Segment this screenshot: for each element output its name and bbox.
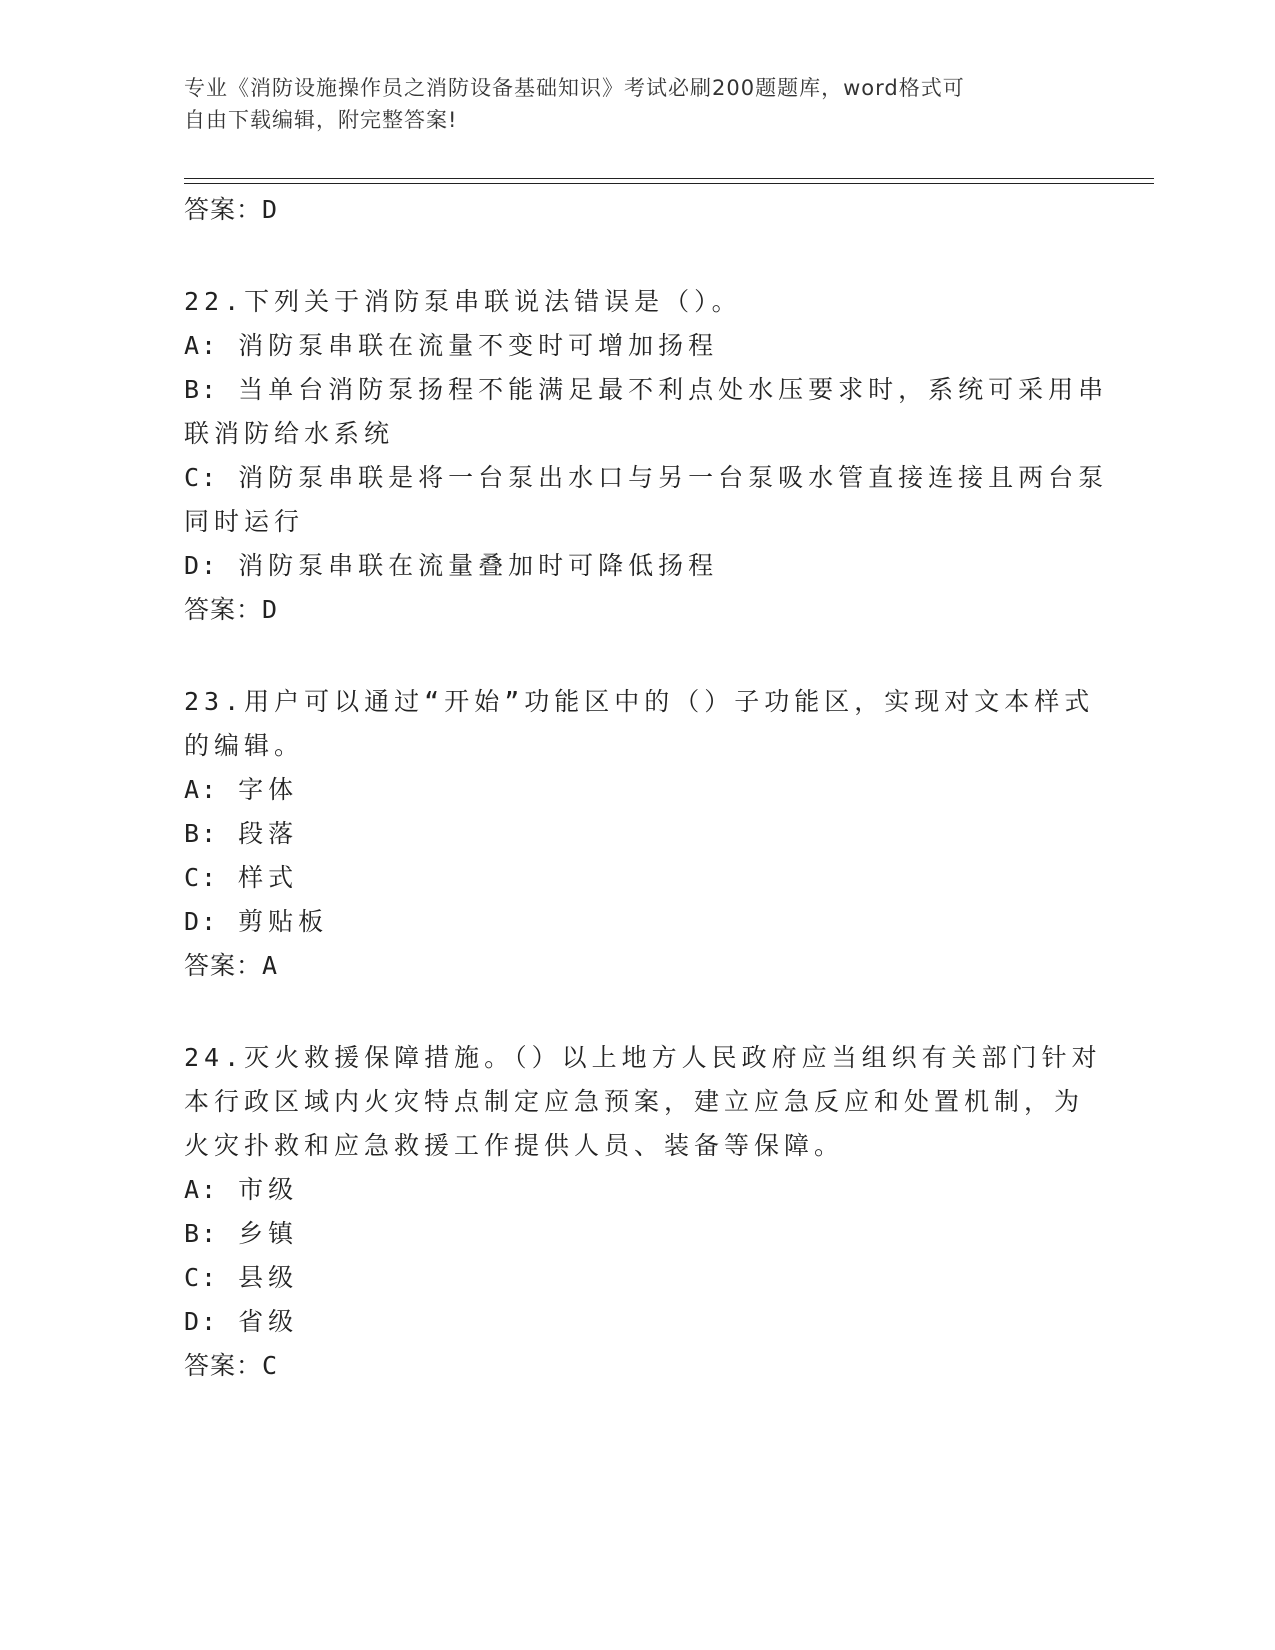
question-stem: [184, 280, 1084, 324]
option-c: [184, 856, 1084, 900]
option-a: [184, 1168, 1084, 1212]
option-text: 字体: [238, 775, 299, 804]
option-text: 市级: [238, 1175, 299, 1204]
question-24: [184, 1036, 1102, 1388]
option-text: 剪贴板: [238, 907, 329, 936]
question-stem: [184, 1036, 1102, 1168]
question-22: [184, 280, 1109, 632]
answer-line: [184, 588, 1084, 632]
option-text: 消防泵串联在流量不变时可增加扬程: [238, 331, 719, 360]
option-key: C:: [184, 1263, 219, 1292]
option-c-continued: [184, 500, 1084, 544]
option-text: 联消防给水系统: [184, 419, 395, 448]
option-key: A:: [184, 331, 219, 360]
option-a: [184, 768, 1084, 812]
option-d: [184, 1300, 1084, 1344]
option-key: B:: [184, 375, 219, 404]
option-key: B:: [184, 1219, 219, 1248]
option-key: B:: [184, 819, 219, 848]
option-text: 乡镇: [238, 1219, 299, 1248]
answer-label: 答案：: [184, 595, 263, 624]
option-text: 消防泵串联是将一台泵出水口与另一台泵吸水管直接连接且两台泵: [238, 463, 1109, 492]
option-key: C:: [184, 863, 219, 892]
option-b-continued: [184, 412, 1084, 456]
option-c: [184, 456, 1109, 500]
option-a: [184, 324, 1084, 368]
answer-label: 答案：: [184, 951, 263, 980]
question-stem-line: 的编辑。: [184, 731, 305, 760]
question-stem-line: 火灾扑救和应急救援工作提供人员、装备等保障。: [184, 1131, 845, 1160]
answer-line: [184, 1344, 1084, 1388]
header-line-2: 自由下载编辑，附完整答案!: [184, 108, 458, 132]
option-key: A:: [184, 1175, 219, 1204]
answer-label: 答案：: [184, 195, 263, 224]
option-key: D:: [184, 907, 219, 936]
option-key: A:: [184, 775, 219, 804]
option-d: [184, 544, 1084, 588]
question-stem-line: 23.用户可以通过“开始”功能区中的（）子功能区，实现对文本样式: [184, 687, 1095, 716]
question-stem: [184, 680, 1095, 768]
option-text: 省级: [238, 1307, 299, 1336]
header-divider-top: [184, 178, 1154, 179]
page-header: [184, 72, 1064, 136]
option-key: D:: [184, 551, 219, 580]
option-key: D:: [184, 1307, 219, 1336]
option-c: [184, 1256, 1084, 1300]
option-text: 当单台消防泵扬程不能满足最不利点处水压要求时，系统可采用串: [238, 375, 1109, 404]
question-23: [184, 680, 1095, 988]
option-text: 段落: [238, 819, 299, 848]
option-key: C:: [184, 463, 219, 492]
option-b: [184, 1212, 1084, 1256]
option-b: [184, 368, 1109, 412]
question-stem-line: 本行政区域内火灾特点制定应急预案，建立应急反应和处置机制，为: [184, 1087, 1085, 1116]
answer-value: C: [262, 1351, 279, 1380]
answer-value: D: [262, 195, 279, 224]
answer-value: A: [262, 951, 279, 980]
option-b: [184, 812, 1084, 856]
answer-value: D: [262, 595, 279, 624]
option-text: 县级: [238, 1263, 299, 1292]
question-stem-line: 24.灭火救援保障措施。（）以上地方人民政府应当组织有关部门针对: [184, 1043, 1102, 1072]
question-list: [184, 188, 1109, 1388]
answer-line-prev: [184, 188, 1084, 232]
option-text: 消防泵串联在流量叠加时可降低扬程: [238, 551, 719, 580]
option-text: 样式: [238, 863, 299, 892]
header-line-1: 专业《消防设施操作员之消防设备基础知识》考试必刷200题题库，word格式可: [184, 76, 965, 100]
answer-line: [184, 944, 1084, 988]
option-text: 同时运行: [184, 507, 305, 536]
question-stem-line: 22.下列关于消防泵串联说法错误是（）。: [184, 287, 742, 316]
option-d: [184, 900, 1084, 944]
answer-label: 答案：: [184, 1351, 263, 1380]
header-divider-bottom: [184, 183, 1154, 184]
